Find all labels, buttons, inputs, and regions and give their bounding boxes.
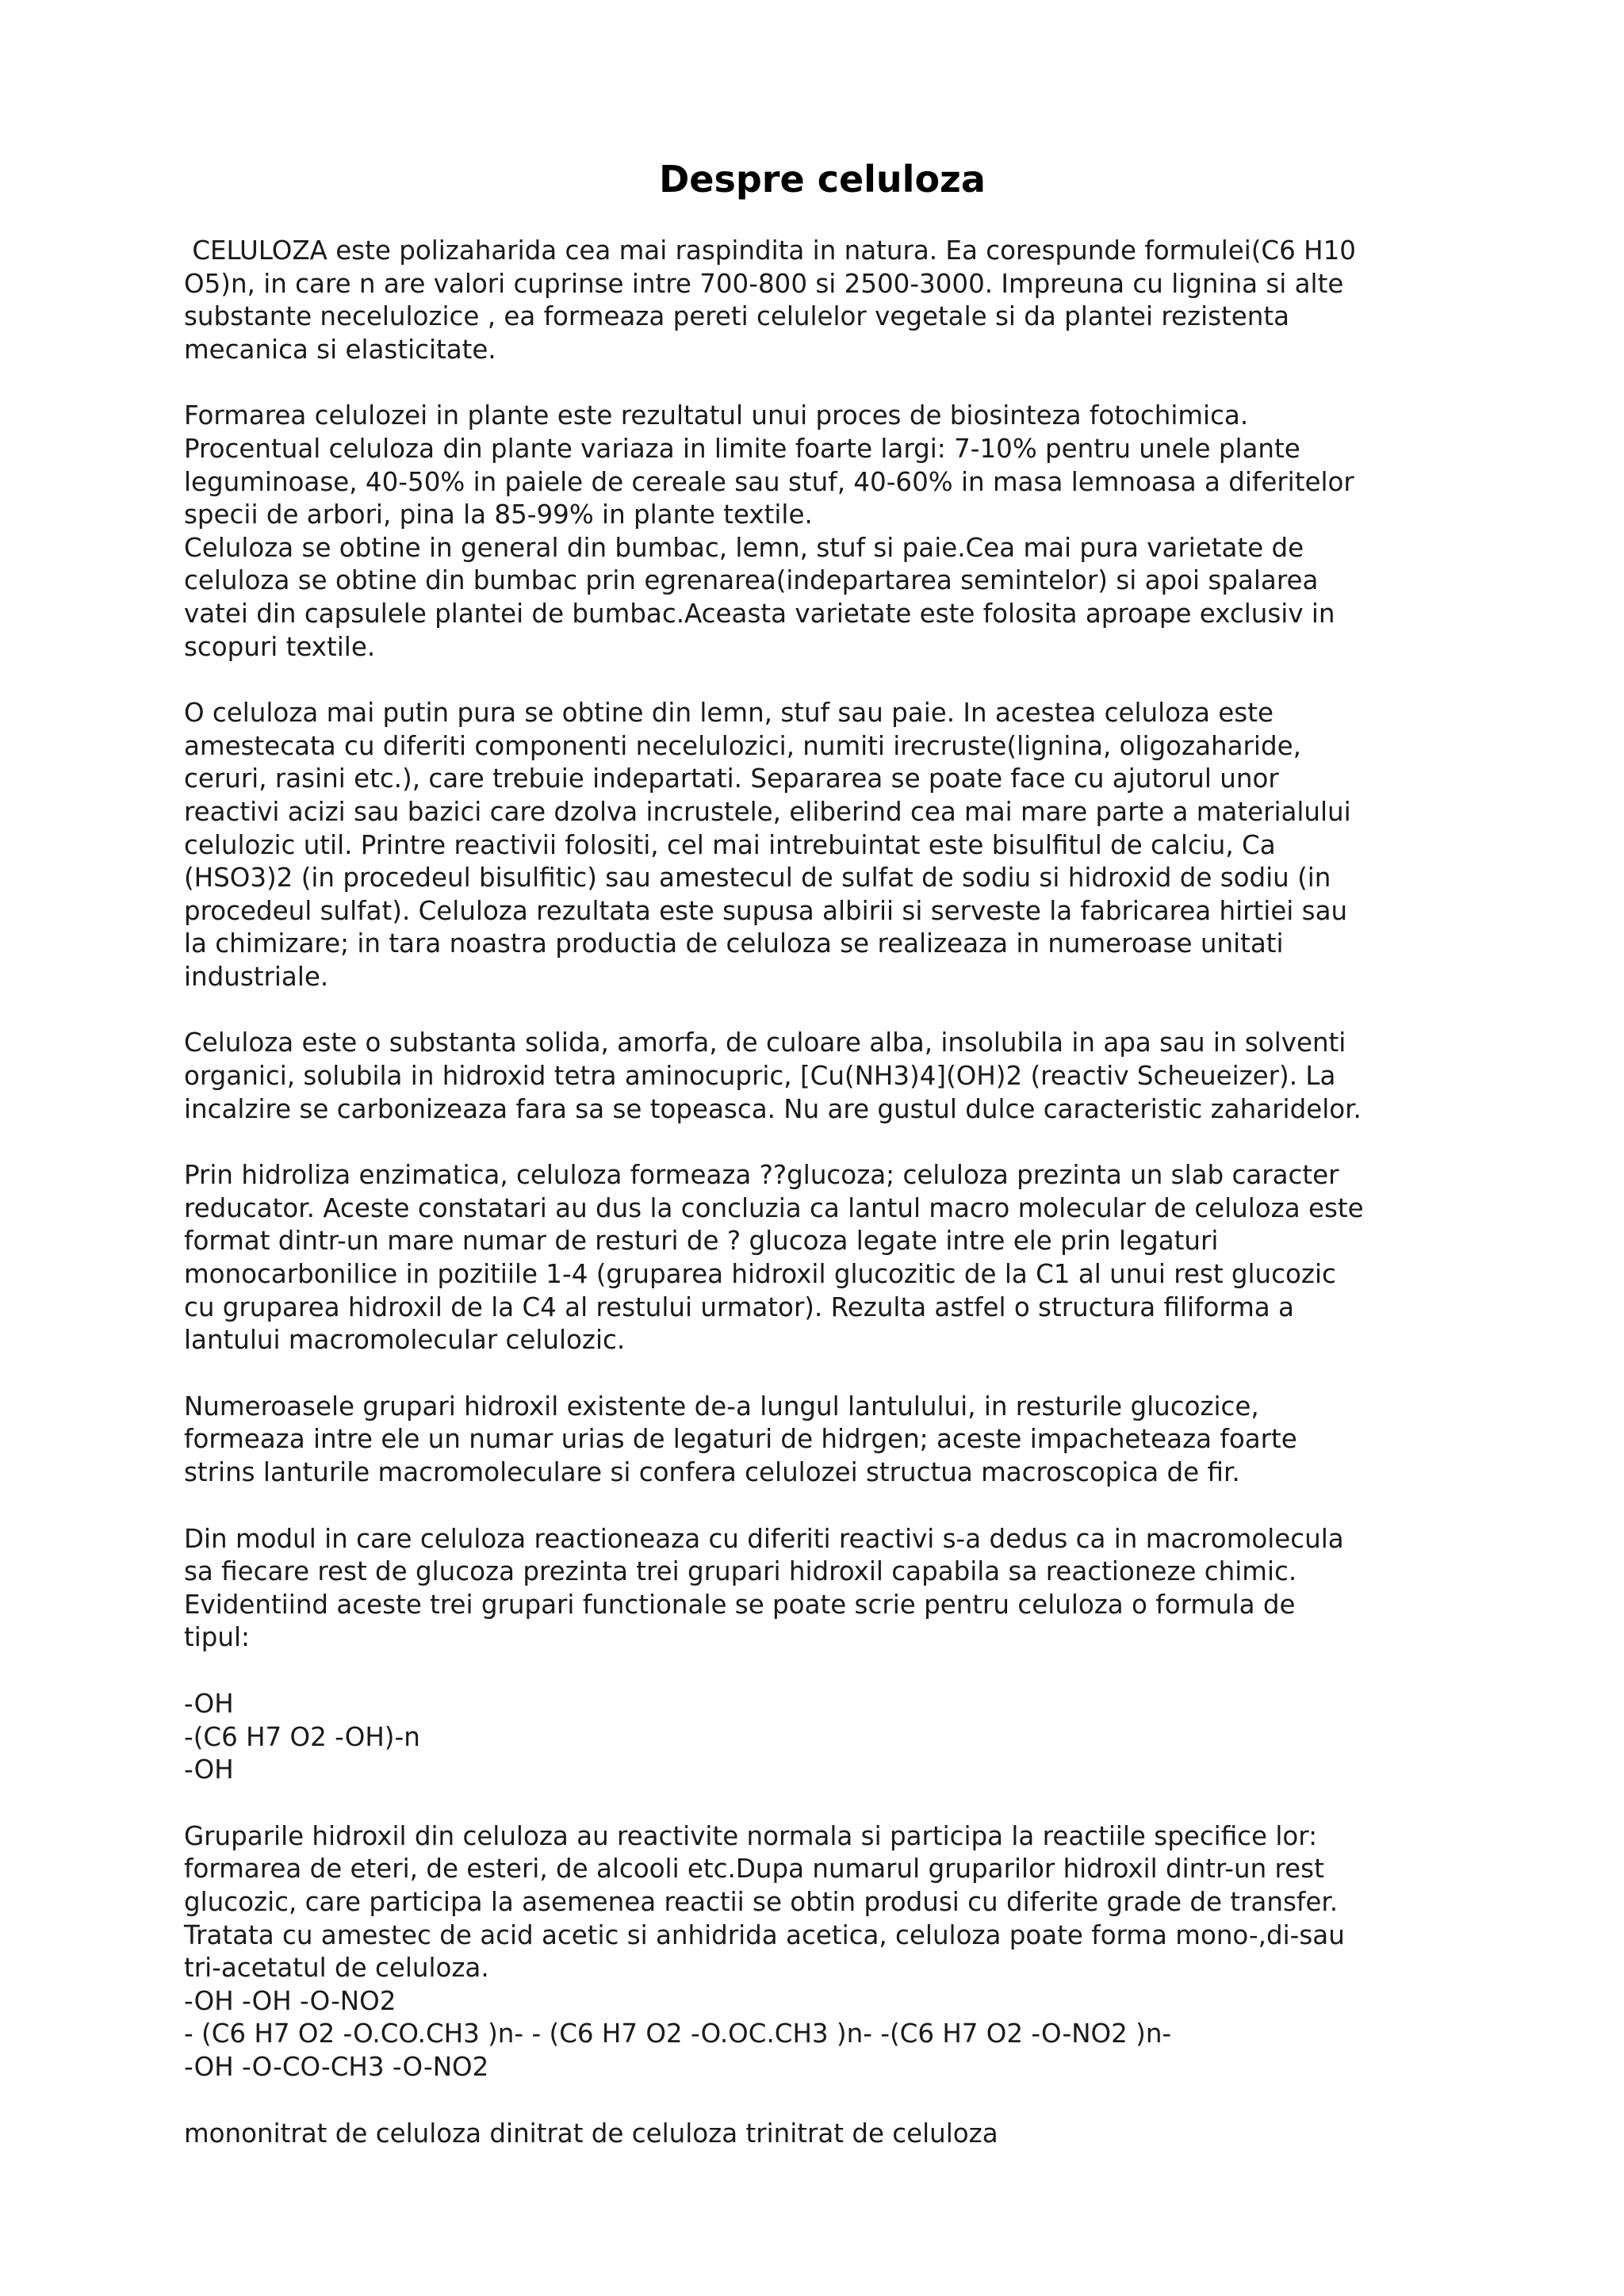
paragraph-reactivity	[184, 1523, 1461, 1655]
formula-line: -OH	[184, 1755, 234, 1785]
formula-line: -OH -OH -O-NO2	[184, 1985, 396, 2016]
text-line: specii de arbori, pina la 85-99% in plante textile.	[184, 499, 813, 530]
paragraph-hydroxyl-groups	[184, 1820, 1461, 2084]
text-line: mononitrat de celuloza dinitrat de celuloza trinitrat de celuloza	[184, 2118, 998, 2149]
formula-line: - (C6 H7 O2 -O.CO.CH3 )n- - (C6 H7 O2 -O.OC.CH3 )n- -(C6 H7 O2 -O-NO2 )n-	[184, 2019, 1172, 2049]
text-line: tri-acetatul de celuloza.	[184, 1953, 489, 1984]
text-line: Celuloza se obtine in general din bumbac, lemn, stuf si paie.Cea mai pura varietate de	[184, 532, 1304, 563]
text-line: procedeul sulfat). Celuloza rezultata este supusa albirii si serveste la fabricarea hirtiei sau	[184, 895, 1348, 926]
text-line: formeaza intre ele un numar urias de legaturi de hidrgen; aceste impacheteaza foarte	[184, 1424, 1297, 1455]
document-body	[184, 235, 1461, 2150]
text-line: Formarea celulozei in plante este rezultatul unui proces de biosinteza fotochimica.	[184, 400, 1249, 431]
text-line: monocarbonilice in pozitiile 1-4 (gruparea hidroxil glucozitic de la C1 al unui rest glucozic	[184, 1259, 1336, 1290]
text-line: celuloza se obtine din bumbac prin egrenarea(indepartarea semintelor) si apoi spalarea	[184, 565, 1319, 596]
paragraph-formation	[184, 400, 1461, 664]
text-line: Tratata cu amestec de acid acetic si anhidrida acetica, celuloza poate forma mono-,di-sau	[184, 1919, 1345, 1950]
text-line: Celuloza este o substanta solida, amorfa, de culoare alba, insolubila in apa sau in solventi	[184, 1027, 1346, 1058]
paragraph-intro	[184, 235, 1461, 366]
text-line: ceruri, rasini etc.), care trebuie indepartati. Separarea se poate face cu ajutorul unor	[184, 763, 1279, 794]
text-line: format dintr-un mare numar de resturi de ? glucoza legate intre ele prin legaturi	[184, 1226, 1219, 1257]
text-line: O5)n, in care n are valori cuprinse intre 700-800 si 2500-3000. Impreuna cu lignina si alte	[184, 268, 1344, 299]
document-page	[184, 155, 1461, 2150]
text-line: la chimizare; in tara noastra productia de celuloza se realizeaza in numeroase unitati	[184, 928, 1284, 959]
text-line: vatei din capsulele plantei de bumbac.Aceasta varietate este folosita aproape exclusiv in	[184, 598, 1335, 629]
text-line: CELULOZA este polizaharida cea mai raspindita in natura. Ea corespunde formulei(C6 H10	[184, 235, 1356, 266]
text-line: sa fiecare rest de glucoza prezinta trei grupari hidroxil capabila sa reactioneze chimic.	[184, 1556, 1297, 1587]
text-line: Procentual celuloza din plante variaza in limite foarte largi: 7-10% pentru unele plante	[184, 433, 1300, 464]
text-line: substante necelulozice , ea formeaza pereti celulelor vegetale si da plantei rezistenta	[184, 301, 1290, 332]
paragraph-hydrogen-bonds	[184, 1391, 1461, 1490]
text-line: Din modul in care celuloza reactioneaza cu diferiti reactivi s-a dedus ca in macromolecula	[184, 1523, 1344, 1554]
formula-line: -(C6 H7 O2 -OH)-n	[184, 1721, 420, 1752]
text-line: scopuri textile.	[184, 631, 376, 662]
formula-block	[184, 1688, 1461, 1787]
text-line: Evidentiind aceste trei grupari functionale se poate scrie pentru celuloza o formula de	[184, 1589, 1296, 1620]
text-line: Numeroasele grupari hidroxil existente de-a lungul lantulului, in resturile glucozice,	[184, 1391, 1259, 1422]
text-line: Gruparile hidroxil din celuloza au reactivite normala si participa la reactiile specifice lor:	[184, 1820, 1318, 1851]
text-line: O celuloza mai putin pura se obtine din lemn, stuf sau paie. In acestea celuloza este	[184, 698, 1274, 729]
page-title: Despre celuloza	[659, 158, 986, 201]
formula-line: -OH -O-CO-CH3 -O-NO2	[184, 2051, 489, 2082]
paragraph-purification	[184, 697, 1461, 993]
text-line: (HSO3)2 (in procedeul bisulfitic) sau amestecul de sulfat de sodiu si hidroxid de sodiu (in	[184, 863, 1331, 894]
text-line: reactivi acizi sau bazici care dzolva incrustele, eliberind cea mai mare parte a materialului	[184, 796, 1351, 827]
text-line: Prin hidroliza enzimatica, celuloza formeaza ??glucoza; celuloza prezinta un slab caracter	[184, 1160, 1339, 1191]
text-line: cu gruparea hidroxil de la C4 al restului urmator). Rezulta astfel o structura filiforma a	[184, 1292, 1294, 1322]
text-line: industriale.	[184, 961, 329, 992]
text-line: incalzire se carbonizeaza fara sa se topeasca. Nu are gustul dulce caracteristic zaharidelor.	[184, 1093, 1362, 1124]
text-line: tipul:	[184, 1622, 250, 1653]
text-line: amestecata cu diferiti componenti necelulozici, numiti irecruste(lignina, oligozaharide,	[184, 730, 1301, 761]
text-line: glucozic, care participa la asemenea reactii se obtin produsi cu diferite grade de transfer.	[184, 1886, 1339, 1917]
text-line: celulozic util. Printre reactivii folositi, cel mai intrebuintat este bisulfitul de calciu, Ca	[184, 829, 1276, 860]
text-line: leguminoase, 40-50% in paiele de cereale sau stuf, 40-60% in masa lemnoasa a diferitelor	[184, 466, 1354, 497]
text-line: mecanica si elasticitate.	[184, 334, 496, 365]
text-line: strins lanturile macromoleculare si confera celulozei structua macroscopica de fir.	[184, 1457, 1240, 1487]
formula-line: -OH	[184, 1688, 234, 1719]
text-line: lantului macromolecular celulozic.	[184, 1325, 626, 1356]
paragraph-nitrate-names	[184, 2118, 1461, 2151]
paragraph-hydrolysis	[184, 1159, 1461, 1357]
text-line: organici, solubila in hidroxid tetra aminocupric, [Cu(NH3)4](OH)2 (reactiv Scheueizer). La	[184, 1061, 1336, 1092]
text-line: reducator. Aceste constatari au dus la concluzia ca lantul macro molecular de celuloza este	[184, 1192, 1364, 1223]
text-line: formarea de eteri, de esteri, de alcooli etc.Dupa numarul gruparilor hidroxil dintr-un rest	[184, 1854, 1324, 1885]
paragraph-properties	[184, 1027, 1461, 1126]
